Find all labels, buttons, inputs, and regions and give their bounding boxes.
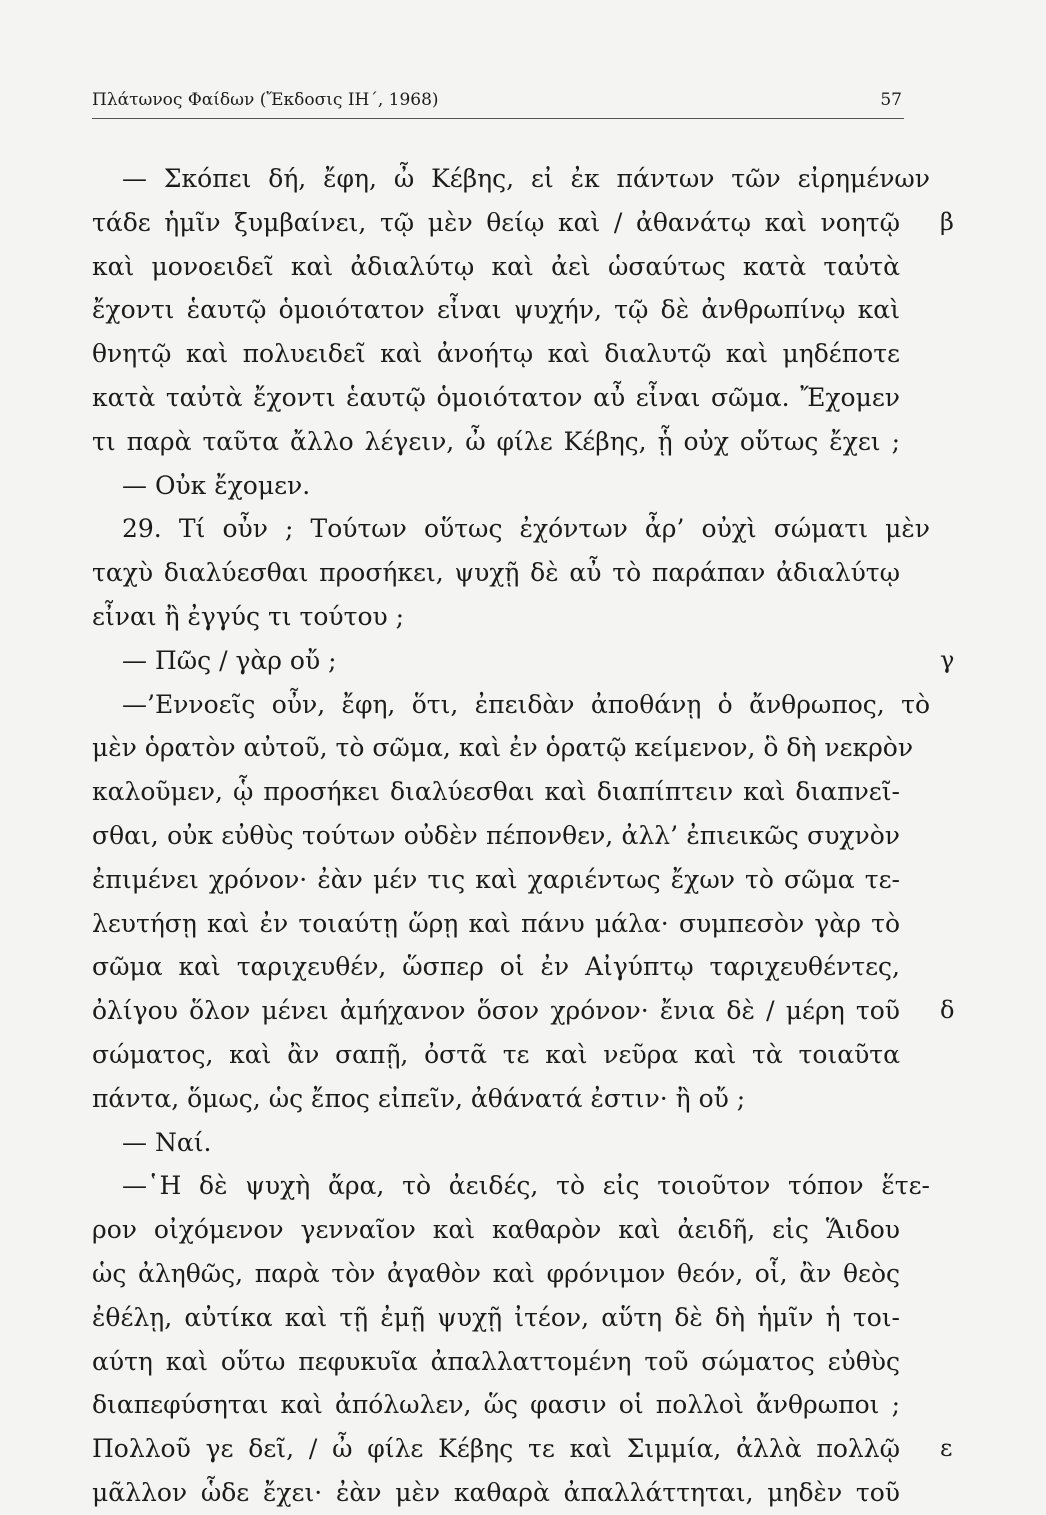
text-line xyxy=(92,1208,910,1252)
line-text: θνητῷ καὶ πολυειδεῖ καὶ ἀνοήτῳ καὶ διαλυτῷ καὶ μηδέποτε xyxy=(92,339,900,369)
line-text: τι παρὰ ταῦτα ἄλλο λέγειν, ὦ φίλε Κέβης, ᾗ οὐχ οὕτως ἔχει ; xyxy=(92,426,900,456)
text-line xyxy=(92,1427,953,1471)
line-text: ἐπιμένει χρόνον· ἐὰν μέν τις καὶ χαριέντως ἔχων τὸ σῶμα τε- xyxy=(92,864,900,894)
text-line xyxy=(92,245,910,289)
text-line xyxy=(92,989,955,1033)
text-line xyxy=(92,902,910,946)
text-line xyxy=(92,945,910,989)
line-text: — Πῶς / γὰρ οὔ ; xyxy=(122,645,337,675)
line-text: 29. Τί οὖν ; Τούτων οὕτως ἐχόντων ἆρ’ οὐχὶ σώματι μὲν xyxy=(122,514,930,544)
line-text: εἶναι ἢ ἐγγύς τι τούτου ; xyxy=(92,601,405,631)
line-text: ὀλίγου ὅλον μένει ἀμήχανον ὅσον χρόνον· ἔνια δὲ / μέρη τοῦ xyxy=(92,996,900,1026)
line-text: ρον οἰχόμενον γενναῖον καὶ καθαρὸν καὶ ἀειδῆ, εἰς Ἅιδου xyxy=(92,1215,900,1245)
line-text: διαπεφύσηται καὶ ἀπόλωλεν, ὥς φασιν οἱ πολλοὶ ἄνθρωποι ; xyxy=(92,1390,900,1420)
line-text: σώματος, καὶ ἂν σαπῇ, ὀστᾶ τε καὶ νεῦρα καὶ τὰ τοιαῦτα xyxy=(92,1039,900,1069)
text-line xyxy=(92,157,930,201)
text-line xyxy=(92,1164,930,1208)
line-text: ταχὺ διαλύεσθαι προσήκει, ψυχῇ δὲ αὖ τὸ παράπαν ἀδιαλύτῳ xyxy=(92,558,900,588)
line-text: —’Εννοεῖς οὖν, ἔφη, ὅτι, ἐπειδὰν ἀποθάνῃ ὁ ἄνθρωπος, τὸ xyxy=(122,689,930,719)
text-line xyxy=(92,814,910,858)
line-text: καὶ μονοειδεῖ καὶ ἀδιαλύτῳ καὶ ἀεὶ ὡσαύτως κατὰ ταὐτὰ xyxy=(92,251,900,281)
text-line xyxy=(92,1252,910,1296)
text-line xyxy=(92,595,910,639)
line-text: τάδε ἡμῖν ξυμβαίνει, τῷ μὲν θείῳ καὶ / ἀθανάτῳ καὶ νοητῷ xyxy=(92,207,900,237)
text-line xyxy=(92,1296,910,1340)
line-text: Πολλοῦ γε δεῖ, / ὦ φίλε Κέβης τε καὶ Σιμμία, ἀλλὰ πολλῷ xyxy=(92,1434,900,1464)
line-text: ἐθέλῃ, αὐτίκα καὶ τῇ ἐμῇ ψυχῇ ἰτέον, αὕτη δὲ δὴ ἡμῖν ἡ τοι- xyxy=(92,1302,900,1332)
text-line xyxy=(92,1383,910,1427)
running-title: Πλάτωνος Φαίδων (Ἔκδοσις ΙΗ΄, 1968) xyxy=(92,90,439,110)
line-text: —῾Η δὲ ψυχὴ ἄρα, τὸ ἀειδές, τὸ εἰς τοιοῦτον τόπον ἕτε- xyxy=(122,1171,930,1201)
text-line xyxy=(92,770,910,814)
text-line xyxy=(92,551,910,595)
text-line xyxy=(92,288,910,332)
line-text: κατὰ ταὐτὰ ἔχοντι ἑαυτῷ ὁμοιότατον αὖ εἶναι σῶμα. Ἔχομεν xyxy=(92,382,900,412)
text-line xyxy=(92,1121,910,1165)
text-line xyxy=(92,726,914,770)
stephanus-margin-letter: γ xyxy=(940,645,955,674)
line-text: — Ναί. xyxy=(122,1127,212,1157)
text-line xyxy=(92,420,910,464)
line-text: — Οὐκ ἔχομεν. xyxy=(122,470,311,500)
line-text: σθαι, οὐκ εὐθὺς τούτων οὐδὲν πέπονθεν, ἀλλ’ ἐπιεικῶς συχνὸν xyxy=(92,820,900,850)
line-text: καλοῦμεν, ᾧ προσήκει διαλύεσθαι καὶ διαπίπτειν καὶ διαπνεῖ- xyxy=(92,777,900,807)
line-text: πάντα, ὅμως, ὡς ἔπος εἰπεῖν, ἀθάνατά ἐστιν· ἢ οὔ ; xyxy=(92,1083,746,1113)
text-line xyxy=(92,332,910,376)
line-text: αύτη καὶ οὕτω πεφυκυῖα ἀπαλλαττομένη τοῦ σώματος εὐθὺς xyxy=(92,1346,900,1376)
line-text: σῶμα καὶ ταριχευθέν, ὥσπερ οἱ ἐν Αἰγύπτῳ ταριχευθέντες, xyxy=(92,952,900,982)
text-line xyxy=(92,1033,910,1077)
text-line xyxy=(92,1077,910,1121)
text-body xyxy=(92,157,955,1515)
page-number: 57 xyxy=(880,90,902,110)
line-text: ὡς ἀληθῶς, παρὰ τὸν ἀγαθὸν καὶ φρόνιμον θεόν, οἷ, ἂν θεὸς xyxy=(92,1258,900,1288)
line-text: — Σκόπει δή, ἔφη, ὦ Κέβης, εἰ ἐκ πάντων τῶν εἰρημένων xyxy=(122,164,930,193)
stephanus-margin-letter: ε xyxy=(940,1434,953,1463)
text-line xyxy=(92,858,910,902)
text-line xyxy=(92,464,910,508)
text-line xyxy=(92,1471,910,1515)
running-head xyxy=(92,88,904,119)
text-line xyxy=(92,1340,910,1384)
line-text: μὲν ὁρατὸν αὐτοῦ, τὸ σῶμα, καὶ ἐν ὁρατῷ κείμενον, ὃ δὴ νεκρὸν xyxy=(92,733,914,763)
text-line xyxy=(92,201,954,245)
line-text: λευτήσῃ καὶ ἐν τοιαύτῃ ὥρῃ καὶ πάνυ μάλα· συμπεσὸν γὰρ τὸ xyxy=(92,908,900,938)
text-line xyxy=(92,683,930,727)
line-text: ἔχοντι ἑαυτῷ ὁμοιότατον εἶναι ψυχήν, τῷ δὲ ἀνθρωπίνῳ καὶ xyxy=(92,295,900,325)
line-text: μᾶλλον ὧδε ἔχει· ἐὰν μὲν καθαρὰ ἀπαλλάττηται, μηδὲν τοῦ xyxy=(92,1477,900,1507)
text-line xyxy=(92,376,910,420)
text-line xyxy=(92,507,930,551)
stephanus-margin-letter: β xyxy=(940,207,954,236)
text-line xyxy=(92,639,955,683)
stephanus-margin-letter: δ xyxy=(940,996,955,1025)
